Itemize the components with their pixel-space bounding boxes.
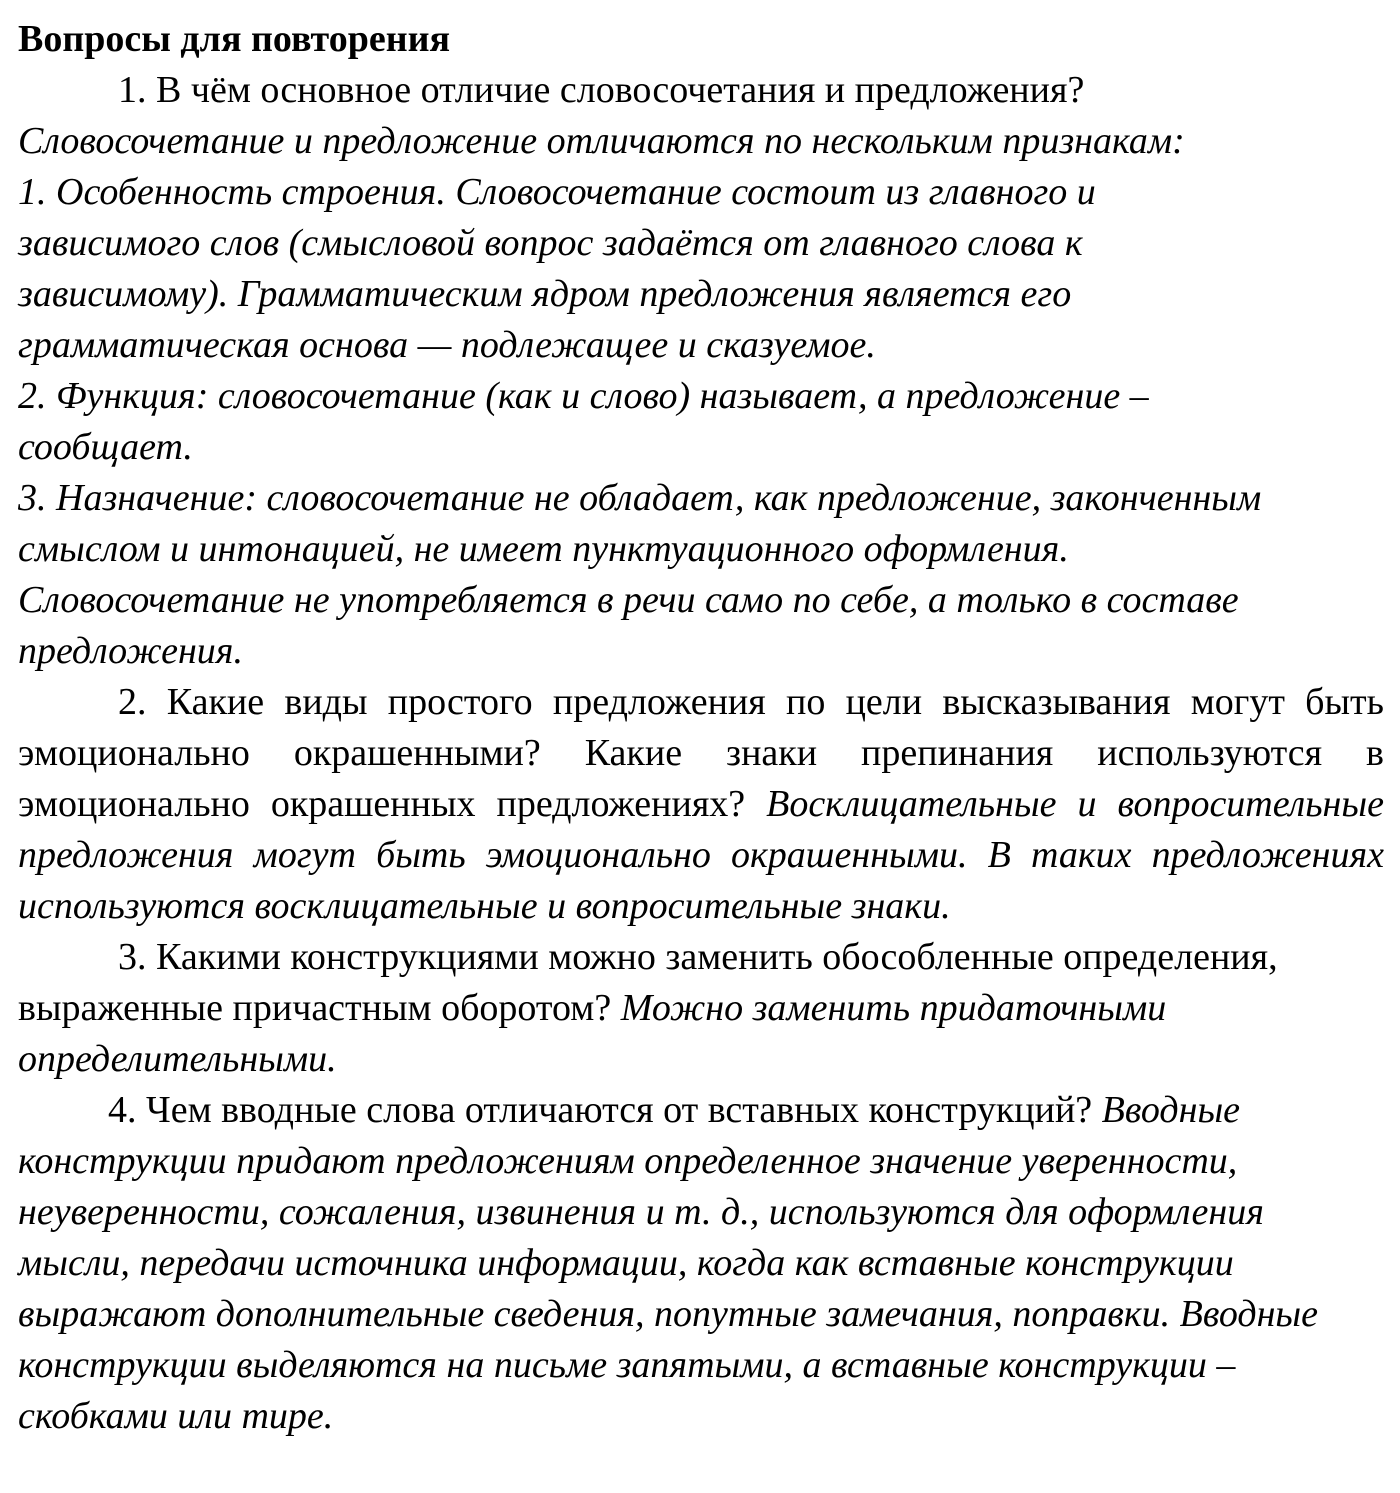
answer-1-line: 2. Функция: словосочетание (как и слово) называет, а предложение –: [18, 375, 1149, 417]
question-3: 3. Какими конструкциями можно заменить обособленные определения, выраженные причастным оборотом?: [18, 936, 1278, 1029]
answer-1-line: предложения.: [18, 630, 243, 672]
answer-4: Вводные конструкции придают предложениям определенное значение уверенности, неуверенности, сожаления, извинения и т. д., используются для оформления мысли, передачи источника информации, когда как вставные конструкции выражают дополнительные сведения, попутные замечания, поправки. Вводные конструкции выделяются на письме запятыми, а вставные конструкции – скобками или тире.: [18, 1089, 1319, 1437]
page-title: Вопросы для повторения: [18, 18, 451, 60]
answer-1-line: сообщает.: [18, 426, 193, 468]
answer-1-line: смыслом и интонацией, не имеет пунктуационного оформления.: [18, 528, 1069, 570]
question-block-2: [18, 677, 1384, 932]
answer-2: Восклицательные и вопросительные предложения могут быть эмоционально окрашенными. В таких предложениях используются восклицательные и вопросительные знаки.: [18, 783, 1384, 927]
answer-1-line: зависимому). Грамматическим ядром предложения является его: [18, 273, 1072, 315]
answer-1-line: Словосочетание и предложение отличаются по нескольким признакам:: [18, 120, 1185, 162]
question-block-3: [18, 932, 1384, 1085]
answer-1-line: грамматическая основа — подлежащее и сказуемое.: [18, 324, 876, 366]
question-block-1: [18, 65, 1384, 677]
question-1: 1. В чём основное отличие словосочетания и предложения?: [118, 69, 1085, 111]
document-page: [18, 14, 1384, 1442]
answer-3: Можно заменить придаточными определительными.: [18, 987, 1167, 1080]
answer-1-line: 3. Назначение: словосочетание не обладает, как предложение, законченным: [18, 477, 1262, 519]
answer-1-line: 1. Особенность строения. Словосочетание состоит из главного и: [18, 171, 1096, 213]
question-2: 2. Какие виды простого предложения по цели высказывания могут быть эмоционально окрашенными? Какие знаки препинания используются в эмоционально окрашенных предложениях?: [18, 681, 1384, 825]
answer-1-line: Словосочетание не употребляется в речи само по себе, а только в составе: [18, 579, 1239, 621]
question-4: 4. Чем вводные слова отличаются от вставных конструкций?: [108, 1089, 1093, 1131]
answer-1-line: зависимого слов (смысловой вопрос задаётся от главного слова к: [18, 222, 1083, 264]
answer-1: [18, 116, 1384, 677]
question-block-4: [18, 1085, 1384, 1442]
